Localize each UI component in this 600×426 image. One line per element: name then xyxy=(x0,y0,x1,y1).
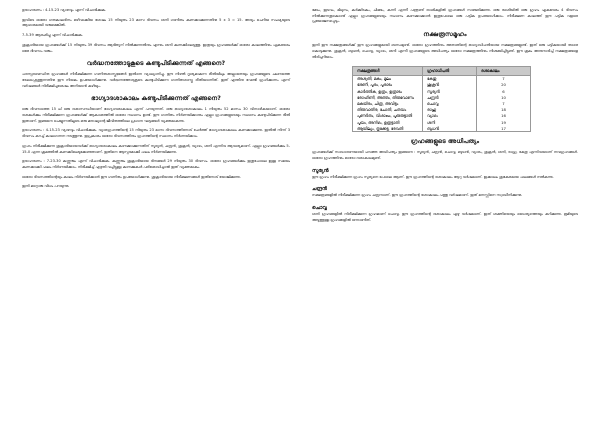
paragraph: ഒരു ദിവസത്തെ 15 ല് ഒരു ദശാസന്ധിയാണ് ഭാഗ്യാദശാകാലം എന്ന് പറയുന്നത്. ഒരു ഭാഗ്യാദശാകാലം 1 നിയുതം 52 മാസം 30 വിനാഴികയാണ്. ഓരോ ദശകൾക്കും നിരീക്ഷിക്കുന്ന ഗ്രഹങ്ങൾക്ക് ആകാശത്തിൽ ഓരോ സ്ഥാനം ഉണ്ട്. ഈ ഗണിതം നിർണയിക്കാനും എല്ലാ ഗ്രഹങ്ങളുടെയും സ്ഥാനം കണ്ടുപിടിക്കുന്ന രീതി ഇതാണ്. ഇങ്ങനെ ചെയ്യുന്നതിലൂടെ ഒരു മനുഷ്യന്റെ ജീവിതത്തിലെ പ്രധാന ഘട്ടങ്ങൾ വ്യക്തമാകുന്നു. xyxy=(22,107,290,123)
paragraph: ഇനി മറ്റൊരു വിധം പറയുന്നു. xyxy=(22,184,70,189)
table-header: ദശാകാലം xyxy=(477,67,531,75)
table-cell: 7 xyxy=(477,100,531,106)
table-header: ഗ്രഹാധിപതി xyxy=(423,67,477,75)
table-cell: 10 xyxy=(477,94,531,100)
table-row xyxy=(353,125,531,132)
paragraph: ഗ്രഹം നിരീക്ഷിക്കുന്ന ശുക്രാദിയായവർക്ക് ഭാഗ്യാദശാകാലം കണക്കാക്കുന്നതിന് സൂര്യൻ, ചന്ദ്രൻ, ശുക്രൻ, വ്യാഴം, ശനി എന്നിവ ആവശ്യമാണ്. എല്ലാ ഗ്രഹങ്ങൾക്കും 5-15-0 എന്ന ക്രമത്തിൽ കണക്കിലെടുക്കേണ്ടതാണ്. ഇതിനെ ആസ്പദമാക്കി ഫലം നിർണയിക്കുന്നു. xyxy=(22,143,290,154)
table-row xyxy=(353,75,531,82)
paragraph: ശുക്രാദിയായ ഗ്രഹങ്ങൾക്ക് 15 നിയുതം 39 ദിവസം ആദിത്യന് നിൽക്കുന്നതിനും എന്നും ശനി കണക്കിലെടുത്തു. ഇത്രയും ഗ്രഹങ്ങൾക്ക് ഓരോ കാലത്തിനും ഏകദേശം ഒരേ ദിവസം വരും. xyxy=(22,42,290,53)
section-heading: നക്ഷത്രസമൂഹം xyxy=(423,31,467,39)
table-cell: ശനി xyxy=(423,119,477,125)
table-cell: സൂര്യൻ xyxy=(423,88,477,94)
table-cell: തിരുവാതിര, ചോതി, ചതയം xyxy=(353,107,423,113)
table-cell: മകയിരം, ചിത്ര, അവിട്ടം xyxy=(353,100,423,106)
table-cell: വ്യാഴം xyxy=(423,113,477,119)
paragraph: ശനി ഗ്രഹങ്ങളിൽ നിരീക്ഷിക്കുന്ന ഗ്രഹമാണ് ചൊവ്വ. ഈ ഗ്രഹത്തിന്റെ ദശാകാലം ഏഴു വർഷമാണ്. ഇത് ശക്തിയെയും ധൈര്യത്തെയും കുറിക്കുന്നു. ഭൂമിയുടെ അടുത്തുള്ള ഗ്രഹങ്ങളിൽ ഒന്നാണിത്. xyxy=(312,212,578,222)
left-column xyxy=(22,8,290,190)
section-heading: വർദ്ധനത്തോടുകൂടെ കണ്ടുപിടിക്കുന്നത് എങ്ങനെ? xyxy=(86,60,226,68)
table-cell: പൂയം, അനിഴം, ഉത്രട്ടാതി xyxy=(353,119,423,125)
table-cell: ആയില്യം, തൃക്കേട്ട, രേവതി xyxy=(353,125,423,132)
table-cell: രാഹു xyxy=(423,107,477,113)
paragraph: ഉദാഹരണം : 7-23-30 കണ്ണൂരും എന്ന് വിചാരിക്കുക. കണ്ണൂരും ശുക്രാദിയായ ദിനങ്ങൾ 29 നിയുതം 30 ദിവസം. ഓരോ ഗ്രഹങ്ങൾക്കും ഇതുപോലെ ഉള്ള സമയം കണക്കാക്കി ഫലം നിർണയിക്കാം. നിരീക്ഷിച്ച് എഴുതി വച്ചിട്ടുള്ള കണക്കുകൾ പരിശോധിച്ചാൽ ഇത് വ്യക്തമാകും. xyxy=(22,159,290,169)
paragraph: ഇനി ഈ നക്ഷത്രങ്ങൾക്ക് ഈ ഗ്രഹങ്ങളുമായി ബന്ധമുണ്ട്. ഓരോ ഗ്രഹത്തിനും അതാതിന്റെ ഭാഗ്യാധിപതിയായ നക്ഷത്രങ്ങളുണ്ട്. ഇത് ഒരു പട്ടികയായി താഴെ കൊടുക്കുന്നു. ശുക്രൻ, ബുധൻ, ചൊവ്വ, വ്യാഴം, ശനി എന്നീ ഗ്രഹങ്ങളുടെ അധിപത്യം ഓരോ നക്ഷത്രത്തിനും നിശ്ചയിച്ചിട്ടുണ്ട്. ഈ ക്രമം അനുസരിച്ച് നക്ഷത്രങ്ങളെ തിരിച്ചറിയാം. xyxy=(312,43,578,59)
table-cell: ചൊവ്വ xyxy=(423,100,477,106)
nakshatra-table xyxy=(352,66,531,132)
paragraph: ഗ്രഹങ്ങൾക്ക് സാധാരണയായി പറഞ്ഞ അധിപത്യം ഇങ്ങനെ : സൂര്യൻ, ചന്ദ്രൻ, ചൊവ്വ, ബുധൻ, വ്യാഴം, ശുക്രൻ, ശനി, രാഹു, കേതു എന്നിവയാണ് നവഗ്രഹങ്ങൾ. ഓരോ ഗ്രഹത്തിനും ഓരോ ദശാകാലമുണ്ട്. xyxy=(312,150,578,160)
paragraph: ഉദാഹരണം : 4-15-23 വ്യാഴവും എന്ന് വിചാരിക്കുക. xyxy=(22,8,107,12)
subheading: ചന്ദ്രൻ xyxy=(312,186,327,193)
table-cell: 18 xyxy=(477,107,531,113)
table-cell: ഭരണി, പൂരം, പൂരാടം xyxy=(353,82,423,88)
subheading: സൂര്യൻ xyxy=(312,167,329,174)
paragraph: മേടം, ഇടവം, മിഥുനം, കർക്കിടകം, ചിങ്ങം, കന്നി എന്നീ പന്ത്രണ്ട് രാശികളിൽ ഗ്രഹങ്ങൾ സഞ്ചരിക്കുന്നു. ഒരു രാശിയിൽ ഒരു ഗ്രഹം ഏകദേശം 4 ദിവസം നിൽക്കുന്നതുകൊണ്ട് എല്ലാ ഗ്രഹങ്ങളുടെയും സ്ഥാനം കണക്കാക്കാൻ ഇതുപോലെ ഒരു പട്ടിക ഉപയോഗിക്കാം. നിരീക്ഷണ കാലത്ത് ഈ പട്ടിക വളരെ പ്രയോജനപ്പെടും. xyxy=(312,8,578,24)
table-cell: 7 xyxy=(477,75,531,82)
table-cell: രോഹിണി, അത്തം, തിരുവോണം xyxy=(353,94,423,100)
table-cell: 17 xyxy=(477,125,531,132)
table-cell: 16 xyxy=(477,113,531,119)
table-cell: ബുധൻ xyxy=(423,125,477,132)
section-heading: ഭാഗ്യാദശാകാലം കണ്ടുപിടിക്കുന്നത് എങ്ങനെ? xyxy=(91,95,221,103)
table-cell: ചന്ദ്രൻ xyxy=(423,94,477,100)
table-cell: അശ്വതി, മകം, മൂലം xyxy=(353,75,423,82)
table-cell: ശുക്രൻ xyxy=(423,82,477,88)
right-column xyxy=(312,8,578,224)
table-cell: 20 xyxy=(477,82,531,88)
table-cell: പുണർതം, വിശാഖം, പൂരുരുട്ടാതി xyxy=(353,113,423,119)
table-cell: 19 xyxy=(477,119,531,125)
table-header: നക്ഷത്രങ്ങൾ xyxy=(353,67,423,75)
table-cell: കേതു xyxy=(423,75,477,82)
table-cell: 6 xyxy=(477,88,531,94)
paragraph: 7-5-39 ആരംഭിച്ചു എന്ന് വിചാരിക്കുക. xyxy=(22,33,83,38)
section-heading: ഗ്രഹങ്ങളുടെ അധിപത്യം xyxy=(410,138,480,146)
subheading: ചൊവ്വ xyxy=(312,205,327,212)
paragraph: ഈ ഗ്രഹം നിരീക്ഷിക്കുന്ന ഗ്രഹം സൂര്യനെ പോലെ ആണ്. ഈ ഗ്രഹത്തിന്റെ ദശാകാലം ആറു വർഷമാണ്. ഇക്കാലം ശുഭകരമായ ഫലങ്ങൾ നൽകുന്നു. xyxy=(312,174,554,179)
paragraph: ഓരോ ദിവസത്തിന്റെയും കാലം നിർണയിക്കാൻ ഈ ഗണിതം ഉപയോഗിക്കുന്നു. ശുക്രാദിയായ നിരീക്ഷണങ്ങൾ ഇതിനോട് യോജിക്കുന്നു. xyxy=(22,174,241,179)
paragraph: പരസ്പരബന്ധിത ഗ്രഹങ്ങൾ നിരീക്ഷിക്കുന്ന ഗണിതശാസ്ത്രജ്ഞർ ഇതിനെ വ്യാഖ്യാനിച്ചു. ഈ നിഴൽ ദൃശ്യമാകുന്ന രീതിയിലും അല്ലാതെയും ഗ്രഹങ്ങളുടെ ചലനത്തെ രേഖപ്പെടുത്തുന്നതിനു ഈ നിയമം ഉപയോഗിക്കുന്നു. വർദ്ധനത്തോടുകൂടെ കണ്ടുപിടിക്കുന്ന ഗണിതശാസ്ത്ര രീതിയാണിത്. ഇത് എന്തിനു വേണ്ടി ഗ്രഹിക്കണം എന്ന് വർഷങ്ങൾ നിരീക്ഷിച്ചശേഷം അറിയാൻ കഴിയും. xyxy=(22,72,290,88)
paragraph: ഇവിടെ ഓരോ ഗതകാലദിനം ഒഴിവാക്കിയ ശേഷം 15 നിയുതം 23 മാസ ദിവസം ശനി ഗണിതം കണക്കാക്കുന്നതിനു 5 x 3 = 15. അദ്യം ചെറിയ സംഖ്യയുടെ ആധാരമായി വരുമെങ്കിൽ. xyxy=(22,17,290,28)
paragraph: നക്ഷത്രങ്ങളിൽ നിരീക്ഷിക്കുന്ന ഗ്രഹം ചന്ദ്രനാണ്. ഈ ഗ്രഹത്തിന്റെ ദശാകാലം പത്തു വർഷമാണ്. ഇത് മനസ്സിനെ സ്വാധീനിക്കുന്നു. xyxy=(312,193,523,198)
paragraph: ഉദാഹരണം : 4-15-23 വ്യാഴവും വിചാരിക്കുക. വ്യാഴഗ്രഹത്തിന്റെ 15 നിയുതം 23 മാസ ദിവസത്തിനോട് ചേർത്ത് ഭാഗ്യാദശാകാലം കണക്കാക്കുന്നു. ഇതിൽ നിന്ന് 3 ദിവസം കുറച്ച് കാലഗണന നടത്തുന്നു. ഇപ്രകാരം ഓരോ ദിവസത്തിനും ഗ്രഹത്തിന്റെ സ്ഥാനം നിർണയിക്കാം. xyxy=(22,128,290,139)
table-cell: കാർത്തിക, ഉത്രം, ഉത്രാടം xyxy=(353,88,423,94)
